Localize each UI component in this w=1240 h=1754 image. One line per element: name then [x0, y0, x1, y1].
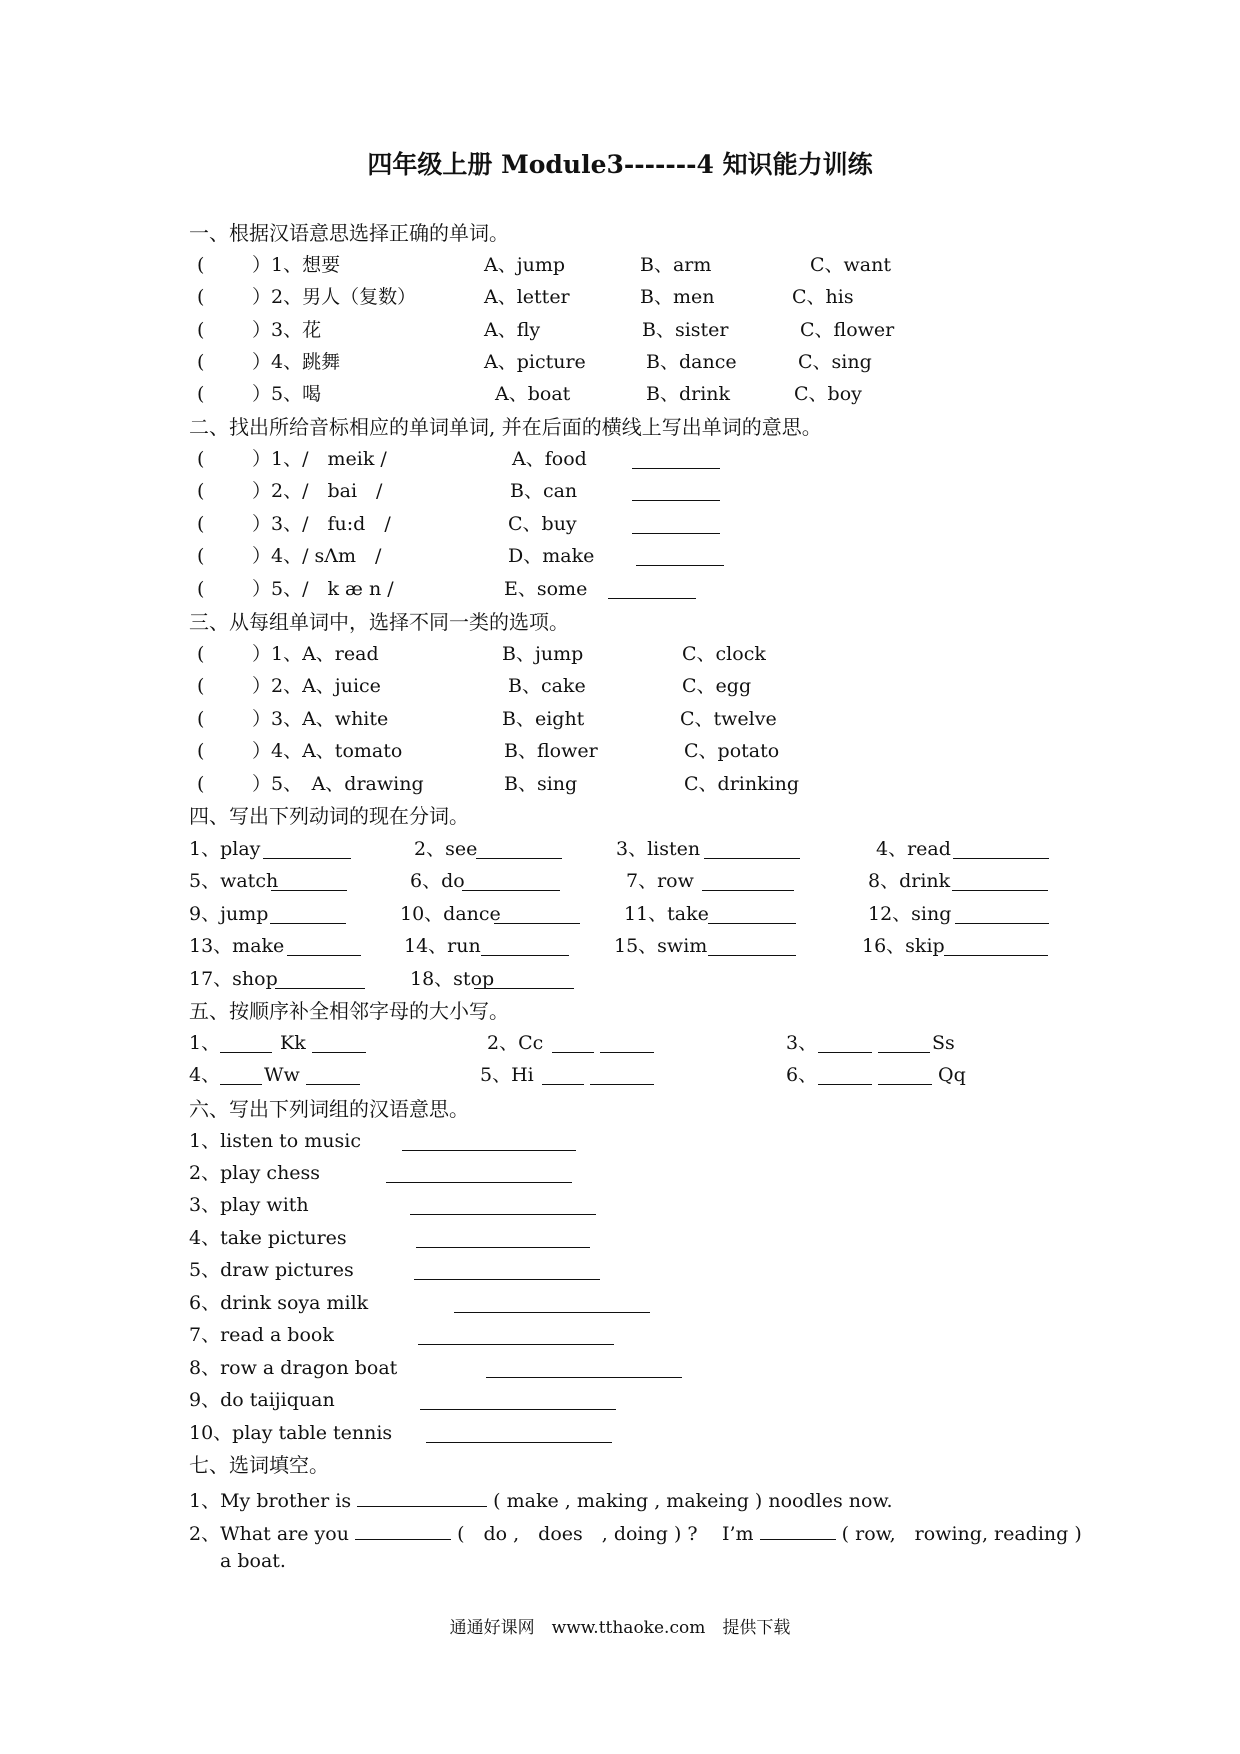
answer-bracket[interactable]: (	[197, 545, 205, 567]
phrase-item: 2、play chess	[189, 1162, 321, 1184]
q2-options-2: ( row, rowing, reading )	[841, 1523, 1082, 1545]
q1-answer-blank[interactable]	[357, 1487, 487, 1507]
fill-question-1	[189, 1487, 892, 1511]
participle-blank[interactable]	[476, 858, 562, 859]
participle-blank[interactable]	[952, 890, 1048, 891]
letter-pair: Ww	[264, 1064, 300, 1086]
letter-blank[interactable]	[818, 1084, 872, 1085]
phonetic-question: ）2、/ bai /	[252, 480, 383, 502]
phonetic-question: ）4、/ sΛm /	[252, 545, 382, 567]
section-7-heading: 七、选词填空。	[189, 1453, 329, 1477]
verb-item: 4、read	[876, 838, 951, 860]
answer-bracket[interactable]: (	[197, 286, 205, 308]
phrase-item: 10、play table tennis	[189, 1422, 393, 1444]
participle-blank[interactable]	[953, 858, 1049, 859]
option-b: B、jump	[502, 643, 584, 665]
section-5-heading: 五、按顺序补全相邻字母的大小写。	[189, 999, 509, 1023]
q2-answer-blank-2[interactable]	[760, 1520, 836, 1540]
option-a: A、letter	[484, 286, 570, 308]
q2-answer-blank-1[interactable]	[355, 1520, 451, 1540]
participle-blank[interactable]	[708, 923, 796, 924]
question-text: ）2、A、juice	[252, 675, 381, 697]
verb-item: 7、row	[626, 870, 694, 892]
participle-blank[interactable]	[494, 923, 580, 924]
phrase-item: 4、take pictures	[189, 1227, 347, 1249]
answer-bracket[interactable]: (	[197, 773, 205, 795]
option-c: C、clock	[682, 643, 766, 665]
phrase-item: 3、play with	[189, 1194, 309, 1216]
letter-item-number: 1、	[189, 1032, 221, 1054]
answer-bracket[interactable]: (	[197, 351, 205, 373]
meaning-blank[interactable]	[608, 598, 696, 599]
word-option: E、some	[504, 578, 588, 600]
letter-blank[interactable]	[878, 1084, 932, 1085]
meaning-blank[interactable]	[632, 533, 720, 534]
meaning-blank[interactable]	[410, 1214, 596, 1215]
phrase-item: 5、draw pictures	[189, 1259, 354, 1281]
participle-blank[interactable]	[287, 955, 361, 956]
option-b: B、eight	[502, 708, 585, 730]
participle-blank[interactable]	[474, 988, 574, 989]
option-a: A、picture	[484, 351, 586, 373]
answer-bracket[interactable]: (	[197, 254, 205, 276]
participle-blank[interactable]	[944, 955, 1048, 956]
option-a: A、boat	[495, 383, 571, 405]
meaning-blank[interactable]	[402, 1150, 576, 1151]
phrase-item: 8、row a dragon boat	[189, 1357, 398, 1379]
q2-options-1: ( do , does , doing ) ?	[457, 1523, 698, 1545]
participle-blank[interactable]	[263, 858, 351, 859]
option-b: B、drink	[646, 383, 731, 405]
option-c: C、potato	[684, 740, 780, 762]
question-text: ）1、A、read	[252, 643, 379, 665]
question-text: ）2、男人（复数）	[252, 286, 417, 308]
question-text: ）4、A、tomato	[252, 740, 403, 762]
section-6-heading: 六、写出下列词组的汉语意思。	[189, 1097, 469, 1121]
letter-blank[interactable]	[590, 1084, 654, 1085]
answer-bracket[interactable]: (	[197, 383, 205, 405]
question-text: ）3、花	[252, 319, 322, 341]
verb-item: 12、sing	[868, 903, 952, 925]
meaning-blank[interactable]	[416, 1247, 590, 1248]
answer-bracket[interactable]: (	[197, 319, 205, 341]
verb-item: 18、stop	[410, 968, 495, 990]
letter-item-number: 4、	[189, 1064, 221, 1086]
meaning-blank[interactable]	[632, 468, 720, 469]
option-b: B、arm	[640, 254, 712, 276]
fill-question-2-part-b	[722, 1520, 1082, 1544]
letter-blank[interactable]	[818, 1052, 872, 1053]
participle-blank[interactable]	[704, 858, 800, 859]
word-option: C、buy	[508, 513, 577, 535]
answer-bracket[interactable]: (	[197, 675, 205, 697]
word-option: D、make	[508, 545, 595, 567]
participle-blank[interactable]	[462, 890, 560, 891]
letter-pair: Ss	[932, 1032, 955, 1054]
footer-text: 通通好课网 www.tthaoke.com 提供下载	[449, 1618, 791, 1638]
meaning-blank[interactable]	[418, 1344, 614, 1345]
verb-item: 2、see	[414, 838, 478, 860]
meaning-blank[interactable]	[414, 1279, 600, 1280]
meaning-blank[interactable]	[420, 1409, 616, 1410]
letter-pair: Kk	[280, 1032, 306, 1054]
letter-blank[interactable]	[552, 1052, 594, 1053]
q2-text-start: 2、What are you	[189, 1523, 349, 1545]
answer-bracket[interactable]: (	[197, 643, 205, 665]
option-c: C、his	[792, 286, 854, 308]
participle-blank[interactable]	[702, 890, 794, 891]
meaning-blank[interactable]	[636, 565, 724, 566]
verb-item: 8、drink	[868, 870, 951, 892]
participle-blank[interactable]	[275, 988, 365, 989]
participle-blank[interactable]	[955, 923, 1049, 924]
verb-item: 15、swim	[614, 935, 708, 957]
section-1-heading: 一、根据汉语意思选择正确的单词。	[189, 221, 509, 245]
option-b: B、cake	[508, 675, 586, 697]
meaning-blank[interactable]	[486, 1377, 682, 1378]
meaning-blank[interactable]	[632, 500, 720, 501]
letter-item-number: 2、Cc	[487, 1032, 544, 1054]
phonetic-question: ）5、/ k æ n /	[252, 578, 394, 600]
answer-bracket[interactable]: (	[197, 513, 205, 535]
option-c: C、drinking	[684, 773, 800, 795]
section-4-heading: 四、写出下列动词的现在分词。	[189, 804, 469, 828]
answer-bracket[interactable]: (	[197, 578, 205, 600]
option-b: B、sister	[642, 319, 729, 341]
option-c: C、flower	[800, 319, 895, 341]
meaning-blank[interactable]	[454, 1312, 650, 1313]
fill-question-2	[189, 1520, 698, 1544]
phonetic-question: ）1、/ meik /	[252, 448, 387, 470]
participle-blank[interactable]	[271, 890, 347, 891]
participle-blank[interactable]	[708, 955, 796, 956]
section-2-heading: 二、找出所给音标相应的单词单词, 并在后面的横线上写出单词的意思。	[189, 415, 822, 439]
letter-blank[interactable]	[542, 1084, 584, 1085]
phrase-item: 1、listen to music	[189, 1130, 361, 1152]
participle-blank[interactable]	[270, 923, 346, 924]
letter-item-number: 6、	[786, 1064, 818, 1086]
verb-item: 5、watch	[189, 870, 279, 892]
letter-blank[interactable]	[878, 1052, 930, 1053]
q1-text-end: ( make , making , makeing ) noodles now.	[493, 1490, 893, 1512]
phrase-item: 9、do taijiquan	[189, 1389, 335, 1411]
answer-bracket[interactable]: (	[197, 740, 205, 762]
letter-blank[interactable]	[220, 1052, 272, 1053]
verb-item: 14、run	[404, 935, 481, 957]
phrase-item: 6、drink soya milk	[189, 1292, 369, 1314]
answer-bracket[interactable]: (	[197, 480, 205, 502]
verb-item: 16、skip	[862, 935, 945, 957]
verb-item: 3、listen	[616, 838, 701, 860]
verb-item: 1、play	[189, 838, 261, 860]
verb-item: 11、take	[624, 903, 709, 925]
verb-item: 17、shop	[189, 968, 278, 990]
verb-item: 10、dance	[400, 903, 501, 925]
letter-blank[interactable]	[306, 1084, 360, 1085]
letter-blank[interactable]	[312, 1052, 366, 1053]
option-c: C、want	[810, 254, 892, 276]
participle-blank[interactable]	[481, 955, 569, 956]
word-option: A、food	[512, 448, 587, 470]
option-c: C、sing	[798, 351, 872, 373]
meaning-blank[interactable]	[386, 1182, 572, 1183]
letter-item-number: 3、	[786, 1032, 818, 1054]
question-text: ）1、想要	[252, 254, 341, 276]
meaning-blank[interactable]	[426, 1442, 612, 1443]
q2-continuation: a boat.	[220, 1550, 286, 1572]
verb-item: 13、make	[189, 935, 285, 957]
question-text: ）4、跳舞	[252, 351, 341, 373]
answer-bracket[interactable]: (	[197, 708, 205, 730]
option-c: C、egg	[682, 675, 752, 697]
question-text: ）3、A、white	[252, 708, 389, 730]
letter-blank[interactable]	[600, 1052, 654, 1053]
q2-text-second: I’m	[722, 1523, 754, 1545]
phonetic-question: ）3、/ fu:d /	[252, 513, 391, 535]
page-title: 四年级上册 Module3-------4 知识能力训练	[367, 150, 873, 179]
option-c: C、twelve	[680, 708, 777, 730]
section-3-heading: 三、从每组单词中，选择不同一类的选项。	[189, 610, 569, 634]
option-a: A、fly	[484, 319, 541, 341]
phrase-item: 7、read a book	[189, 1324, 334, 1346]
letter-pair: Qq	[938, 1064, 966, 1086]
question-text: ）5、 A、drawing	[252, 773, 424, 795]
option-a: A、jump	[484, 254, 566, 276]
answer-bracket[interactable]: (	[197, 448, 205, 470]
question-text: ）5、喝	[252, 383, 322, 405]
letter-item-number: 5、Hi	[480, 1064, 534, 1086]
verb-item: 9、jump	[189, 903, 269, 925]
option-b: B、sing	[504, 773, 578, 795]
verb-item: 6、do	[410, 870, 465, 892]
letter-blank[interactable]	[220, 1084, 262, 1085]
option-b: B、men	[640, 286, 715, 308]
option-b: B、dance	[646, 351, 737, 373]
word-option: B、can	[510, 480, 578, 502]
q1-text-start: 1、My brother is	[189, 1490, 352, 1512]
option-b: B、flower	[504, 740, 598, 762]
option-c: C、boy	[794, 383, 862, 405]
